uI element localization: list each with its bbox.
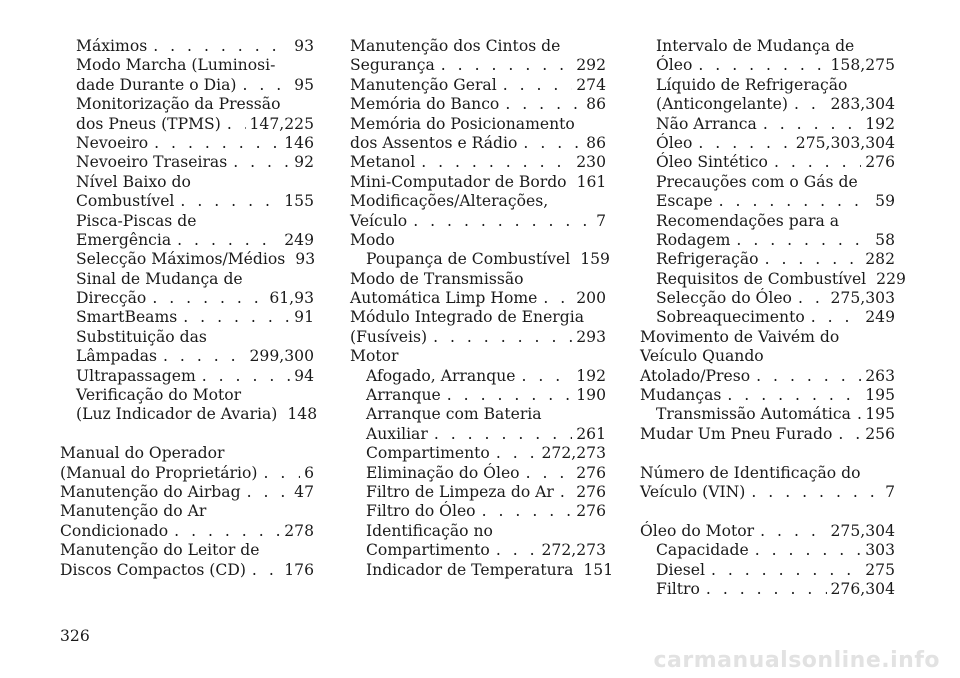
index-subentry: [60, 115, 314, 134]
index-page-ref: 292: [576, 56, 606, 75]
index-entry: [640, 328, 895, 347]
dot-leader: [745, 483, 881, 502]
index-entry-text: Movimento de Vaivém do: [640, 327, 840, 346]
index-page-ref: 147,225: [249, 114, 314, 133]
index-page-ref: 261: [576, 424, 606, 443]
index-entry-text: Selecção Máximos/Médios: [76, 250, 286, 269]
index-entry-text: Automática Limp Home: [350, 289, 538, 308]
index-entry-text: Combustível: [76, 192, 175, 211]
dot-leader: [171, 231, 280, 250]
index-page-ref: 47: [294, 482, 314, 501]
index-entry-text: dos Pneus (TPMS): [76, 114, 221, 133]
index-entry-text: Ultrapassagem: [76, 366, 196, 385]
dot-leader: [196, 367, 290, 386]
dot-leader: [435, 56, 572, 75]
dot-leader: [692, 56, 826, 75]
dot-leader: [428, 425, 572, 444]
index-entry-text: Transmissão Automática: [656, 405, 851, 424]
index-page-ref: 272,273: [541, 444, 606, 463]
index-page-ref: 230: [576, 153, 606, 172]
index-entry-text: Mini-Computador de Bordo: [350, 172, 567, 191]
index-entry-text: Manual do Operador: [60, 444, 225, 463]
index-entry-text: Arranque: [366, 386, 441, 405]
index-page-ref: 272,273: [541, 541, 606, 560]
dot-leader: [236, 76, 290, 95]
index-page-ref: 275,303,304: [795, 133, 895, 152]
index-entry: [350, 212, 606, 231]
index-page-ref: 94: [294, 366, 314, 385]
index-entry: [640, 425, 895, 444]
index-entry: [640, 464, 895, 483]
index-entry-text: Auxiliar: [366, 424, 428, 443]
index-entry-text: Diesel: [656, 560, 705, 579]
dot-leader: [537, 289, 572, 308]
index-entry-text: Pisca-Piscas de: [76, 211, 197, 230]
index-entry: [60, 464, 314, 483]
index-page-ref: 249: [865, 308, 895, 327]
index-entry-text: Motor: [350, 347, 399, 366]
index-page-ref: 93: [295, 250, 316, 269]
index-page-ref: 6: [304, 463, 314, 482]
index-entry-text: (Manual do Proprietário): [60, 463, 258, 482]
index-entry-text: Nível Baixo do: [76, 172, 191, 191]
index-entry-text: Segurança: [350, 56, 435, 75]
index-page-ref: 92: [294, 153, 314, 172]
index-entry-text: Capacidade: [656, 541, 749, 560]
dot-leader: [499, 95, 582, 114]
index-entry-text: Manutenção do Ar: [60, 502, 207, 521]
index-page-ref: 58: [875, 230, 895, 249]
index-page-ref: 229: [876, 269, 906, 288]
index-entry-text: SmartBeams: [76, 308, 178, 327]
dot-leader: [407, 212, 592, 231]
index-subentry: [640, 76, 895, 95]
index-page-ref: 192: [865, 114, 895, 133]
index-entry-text: Rodagem: [656, 230, 731, 249]
index-page-ref: 7: [885, 482, 895, 501]
index-entry-text: Escape: [656, 192, 713, 211]
index-entry-text: Substituição das: [76, 327, 207, 346]
index-entry-text: Identificação no: [366, 521, 493, 540]
index-entry-text: Máximos: [76, 37, 148, 55]
index-entry-text: Número de Identificação do: [640, 463, 861, 482]
index-entry-text: Direcção: [76, 289, 147, 308]
index-page-ref: 200: [576, 289, 606, 308]
index-subentry: [60, 56, 314, 75]
index-entry: [350, 95, 606, 114]
index-entry-text: Poupança de Combustível: [366, 250, 571, 269]
index-subentry: [60, 386, 314, 405]
dot-leader: [148, 134, 280, 153]
index-entry-text: Emergência: [76, 230, 172, 249]
index-entry-text: Líquido de Refrigeração: [656, 75, 848, 94]
index-subentry: [350, 483, 606, 502]
index-subentry: [640, 56, 895, 75]
index-entry-text: Veículo: [350, 211, 408, 230]
index-entry-text: Modo Marcha (Luminosi-: [76, 56, 276, 75]
index-page-ref: 282: [865, 250, 895, 269]
index-entry: [640, 522, 895, 541]
index-page-ref: 59: [875, 192, 895, 211]
dot-leader: [754, 522, 826, 541]
index-entry: [350, 153, 606, 172]
index-subentry: [350, 425, 606, 444]
index-subentry: [350, 367, 606, 386]
index-subentry: [60, 153, 314, 172]
dot-leader: [520, 464, 573, 483]
dot-leader: [221, 115, 246, 134]
index-entry-text: Óleo: [656, 56, 693, 75]
dot-leader: [177, 308, 290, 327]
index-subentry: [640, 289, 895, 308]
index-page-ref: 276: [576, 482, 606, 501]
index-subentry: [60, 289, 314, 308]
index-page-ref: 293: [576, 327, 606, 346]
index-entry-text: Afogado, Arranque: [366, 366, 516, 385]
index-entry-text: Modo: [350, 230, 395, 249]
index-entry-text: Memória do Banco: [350, 95, 500, 114]
index-entry-text: dos Assentos e Rádio: [350, 133, 518, 152]
index-page-ref: 176: [284, 560, 314, 579]
index-subentry: [640, 269, 906, 289]
index-entry-text: Óleo Sintético: [656, 153, 768, 172]
dot-leader: [832, 425, 861, 444]
index-entry-text: Discos Compactos (CD): [60, 560, 246, 579]
index-subentry: [60, 250, 314, 269]
index-page-ref: 190: [576, 386, 606, 405]
index-subentry: [350, 444, 606, 463]
index-entry: [640, 483, 895, 502]
index-subentry: [640, 231, 895, 250]
dot-leader: [788, 95, 827, 114]
index-subentry: [60, 95, 314, 114]
index-subentry: [640, 115, 895, 134]
index-subentry: [60, 192, 314, 211]
index-subentry: [640, 95, 895, 114]
index-entry: [60, 561, 314, 580]
index-entry: [350, 134, 606, 153]
index-entry: [640, 347, 895, 366]
index-page-ref: 7: [596, 211, 606, 230]
index-subentry: [60, 308, 314, 327]
index-entry-text: Modificações/Alterações,: [350, 192, 549, 211]
index-page-ref: 151: [583, 560, 614, 579]
index-entry-text: Filtro do Óleo: [366, 502, 476, 521]
dot-leader: [246, 561, 280, 580]
index-entry-text: Nevoeiro Traseiras: [76, 153, 228, 172]
index-entry: [60, 541, 314, 560]
index-page-ref: 276: [865, 153, 895, 172]
index-entry-text: Indicador de Temperatura: [366, 560, 574, 579]
dot-leader: [750, 367, 861, 386]
index-subentry: [640, 541, 895, 560]
index-page-ref: 275: [865, 560, 895, 579]
index-entry-text: Filtro de Limpeza do Ar: [366, 482, 554, 501]
dot-leader: [721, 386, 861, 405]
index-entry-text: Mudar Um Pneu Furado: [640, 424, 833, 443]
index-entry: [350, 328, 606, 347]
index-subentry: [640, 250, 895, 269]
index-page-ref: 256: [865, 424, 895, 443]
index-entry-text: (Luz Indicador de Avaria): [76, 405, 278, 424]
index-entry-text: Lâmpadas: [76, 347, 157, 366]
dot-leader: [749, 541, 862, 560]
index-page-ref: 93: [294, 37, 314, 55]
index-entry: [350, 76, 606, 95]
index-page-ref: 276: [576, 502, 606, 521]
index-entry-text: Filtro: [656, 579, 700, 598]
dot-leader: [257, 464, 300, 483]
index-subentry: [640, 308, 895, 327]
index-page-ref: 195: [865, 405, 895, 424]
index-entry-text: Metanol: [350, 153, 416, 172]
index-entry-text: Eliminação do Óleo: [366, 463, 520, 482]
index-entry: [60, 444, 314, 463]
index-subentry: [60, 347, 314, 366]
dot-leader: [705, 561, 861, 580]
index-entry-text: Manutenção do Airbag: [60, 482, 241, 501]
page-number: 326: [60, 627, 90, 645]
dot-leader: [692, 134, 791, 153]
index-subentry: [640, 405, 895, 424]
index-subentry: [640, 134, 895, 153]
index-entry: [60, 502, 314, 521]
index-entry-text: Arranque com Bateria: [366, 405, 542, 424]
index-entry-text: Compartimento: [366, 541, 490, 560]
index-page-ref: 195: [865, 386, 895, 405]
index-entry-text: Sinal de Mudança de: [76, 269, 243, 288]
index-subentry: [60, 37, 314, 56]
index-entry-text: Monitorização da Pressão: [76, 95, 281, 114]
index-entry-text: Verificação do Motor: [76, 386, 242, 405]
index-entry-text: Manutenção dos Cintos de: [350, 37, 561, 55]
dot-leader: [757, 115, 861, 134]
index-entry-text: Não Arranca: [656, 114, 757, 133]
index-subentry: [60, 367, 314, 386]
dot-leader: [490, 444, 538, 463]
index-entry: [60, 483, 314, 502]
dot-leader: [515, 367, 572, 386]
dot-leader: [157, 347, 246, 366]
index-page-ref: 91: [294, 308, 314, 327]
index-entry-text: Intervalo de Mudança de: [656, 37, 855, 55]
index-page-ref: 275,303: [830, 289, 895, 308]
index-page-ref: 146: [284, 133, 314, 152]
index-subentry: [350, 541, 606, 560]
dot-leader: [768, 153, 861, 172]
index-subentry: [350, 464, 606, 483]
index-entry-text: (Fusíveis): [350, 327, 428, 346]
index-entry-text: Compartimento: [366, 444, 490, 463]
dot-leader: [146, 289, 265, 308]
index-subentry: [640, 153, 895, 172]
index-entry-text: Sobreaquecimento: [656, 308, 805, 327]
index-entry-text: Mudanças: [640, 386, 722, 405]
index-entry: [350, 192, 606, 211]
index-subentry: [640, 173, 895, 192]
dot-leader: [730, 231, 871, 250]
dot-leader: [851, 405, 861, 424]
index-column-2: [350, 37, 614, 580]
index-entry: [640, 386, 895, 405]
index-entry: [60, 522, 314, 541]
index-subentry: [350, 405, 606, 424]
index-entry: [350, 308, 606, 327]
index-entry-text: Veículo (VIN): [640, 482, 746, 501]
dot-leader: [147, 37, 290, 56]
index-page-ref: 95: [294, 75, 314, 94]
index-subentry: [350, 502, 606, 521]
index-entry-text: Condicionado: [60, 521, 169, 540]
index-subentry: [640, 192, 895, 211]
index-entry-text: Selecção do Óleo: [656, 289, 792, 308]
index-page-ref: 275,304: [830, 521, 895, 540]
index-subentry: [640, 561, 895, 580]
dot-leader: [792, 289, 827, 308]
dot-leader: [174, 192, 280, 211]
dot-leader: [168, 522, 280, 541]
dot-leader: [759, 250, 862, 269]
index-entry-text: Atolado/Preso: [640, 366, 751, 385]
index-subentry: [350, 560, 614, 580]
index-subentry: [60, 231, 314, 250]
index-subentry: [60, 173, 314, 192]
index-entry: [350, 347, 606, 366]
dot-leader: [805, 308, 862, 327]
index-subentry: [60, 270, 314, 289]
index-page-ref: 283,304: [830, 95, 895, 114]
index-page-ref: 161: [576, 172, 607, 191]
index-entry: [350, 173, 606, 192]
index-page-ref: 303: [865, 541, 895, 560]
index-entry: [350, 231, 606, 250]
index-page-ref: 274: [576, 75, 606, 94]
index-entry-text: Refrigeração: [656, 250, 759, 269]
dot-leader: [700, 580, 827, 599]
index-page-ref: 192: [576, 366, 606, 385]
index-entry-text: Precauções com o Gás de: [656, 172, 858, 191]
index-entry-text: Memória do Posicionamento: [350, 114, 575, 133]
index-column-1: [60, 37, 318, 580]
index-entry: [350, 270, 606, 289]
index-subentry: [350, 250, 610, 269]
index-entry: [350, 56, 606, 75]
index-page-ref: 158,275: [830, 56, 895, 75]
index-subentry: [640, 212, 895, 231]
index-page-ref: 86: [586, 95, 606, 114]
dot-leader: [517, 134, 582, 153]
index-subentry: [640, 580, 895, 599]
index-entry-text: Manutenção Geral: [350, 75, 497, 94]
index-entry: [640, 367, 895, 386]
index-page-ref: 61,93: [269, 289, 314, 308]
index-subentry: [60, 405, 318, 424]
index-subentry: [350, 522, 606, 541]
index-entry-text: Requisitos de Combustível: [656, 269, 867, 288]
dot-leader: [497, 76, 573, 95]
index-page-ref: 159: [580, 250, 610, 269]
dot-leader: [476, 502, 573, 521]
index-entry-text: Manutenção do Leitor de: [60, 541, 260, 560]
index-entry-text: Óleo: [656, 133, 693, 152]
index-entry-text: dade Durante o Dia): [76, 75, 237, 94]
index-entry-text: Veículo Quando: [640, 347, 764, 366]
dot-leader: [554, 483, 572, 502]
index-spacer: [640, 502, 895, 521]
dot-leader: [441, 386, 572, 405]
index-entry-text: Recomendações para a: [656, 211, 840, 230]
index-subentry: [60, 76, 314, 95]
index-entry: [350, 115, 606, 134]
index-spacer: [60, 425, 314, 444]
dot-leader: [241, 483, 291, 502]
index-subentry: [60, 134, 314, 153]
index-subentry: [60, 328, 314, 347]
dot-leader: [227, 153, 290, 172]
dot-leader: [490, 541, 538, 560]
index-page-ref: 86: [586, 133, 606, 152]
index-entry-text: Modo de Transmissão: [350, 269, 524, 288]
index-page-ref: 276: [576, 463, 606, 482]
index-subentry: [60, 212, 314, 231]
dot-leader: [415, 153, 572, 172]
dot-leader: [427, 328, 572, 347]
index-subentry: [640, 37, 895, 56]
watermark-text[interactable]: carmanualsonline.info: [653, 648, 940, 673]
index-entry-text: (Anticongelante): [656, 95, 788, 114]
index-entry-text: Óleo do Motor: [640, 521, 755, 540]
index-page-ref: 249: [284, 230, 314, 249]
index-page-ref: 263: [865, 366, 895, 385]
index-subentry: [350, 386, 606, 405]
index-entry-text: Nevoeiro: [76, 133, 149, 152]
index-entry-text: Módulo Integrado de Energia: [350, 308, 585, 327]
index-entry: [350, 37, 606, 56]
index-page-ref: 148: [287, 405, 318, 424]
index-column-3: [640, 37, 906, 599]
index-entry: [350, 289, 606, 308]
index-page-ref: 278: [284, 521, 314, 540]
index-page-ref: 276,304: [830, 579, 895, 598]
dot-leader: [713, 192, 872, 211]
index-page-ref: 155: [284, 192, 314, 211]
index-spacer: [640, 444, 895, 463]
index-page-ref: 299,300: [249, 347, 314, 366]
